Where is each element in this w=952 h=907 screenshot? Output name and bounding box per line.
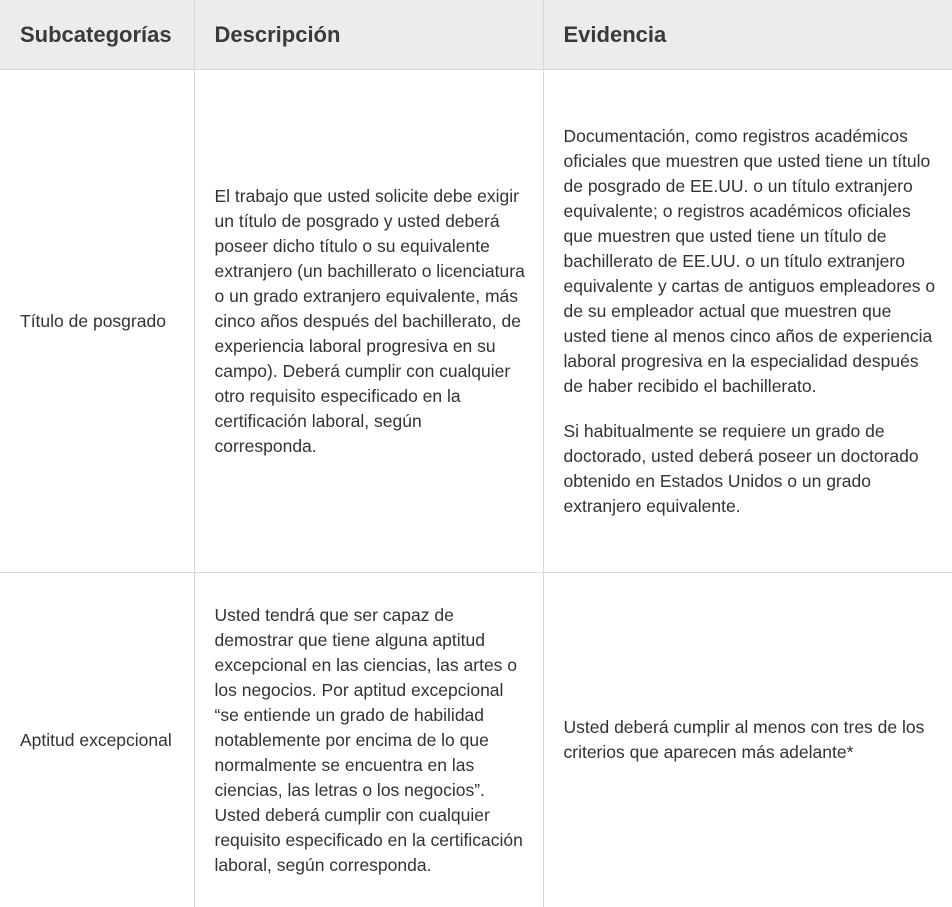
- header-row: [0, 0, 952, 70]
- evidence-paragraph: Usted deberá cumplir al menos con tres de los criterios que aparecen más adelante*: [564, 715, 937, 765]
- description-cell: El trabajo que usted solicite debe exigir un título de posgrado y usted deberá poseer dicho título o su equivalente extranjero (un bachillerato o licenciatura o un grado extranjero equivalente, más cinco años después del bachillerato, de experiencia laboral progresiva en su campo). Deberá cumplir con cualquier otro requisito especificado en la certificación laboral, según corresponda.: [194, 70, 543, 573]
- description-cell: Usted tendrá que ser capaz de demostrar que tiene alguna aptitud excepcional en las ciencias, las artes o los negocios. Por aptitud excepcional “se entiende un grado de habilidad notablemente por encima de lo que normalmente se encuentra en las ciencias, las letras o los negocios”. Usted deberá cumplir con cualquier requisito especificado en la certificación laboral, según corresponda.: [194, 573, 543, 907]
- table-body: [0, 70, 952, 907]
- evidence-paragraph: Documentación, como registros académicos oficiales que muestren que usted tiene un título de posgrado de EE.UU. o un título extranjero equivalente; o registros académicos oficiales que muestren que usted tiene un título de bachillerato de EE.UU. o un título extranjero equivalente y cartas de antiguos empleadores o de su empleador actual que muestren que usted tiene al menos cinco años de experiencia laboral progresiva en la especialidad después de haber recibido el bachillerato.: [564, 124, 937, 399]
- header-evidence: Evidencia: [543, 0, 952, 70]
- table-row: [0, 573, 952, 907]
- subcategory-cell: Aptitud excepcional: [0, 573, 194, 907]
- evidence-paragraph: Si habitualmente se requiere un grado de doctorado, usted deberá poseer un doctorado obtenido en Estados Unidos o un grado extranjero equivalente.: [564, 419, 937, 519]
- evidence-cell: [543, 573, 952, 907]
- subcategory-cell: Título de posgrado: [0, 70, 194, 573]
- header-subcategories: Subcategorías: [0, 0, 194, 70]
- evidence-cell: [543, 70, 952, 573]
- header-description: Descripción: [194, 0, 543, 70]
- table-header: [0, 0, 952, 70]
- table-row: [0, 70, 952, 573]
